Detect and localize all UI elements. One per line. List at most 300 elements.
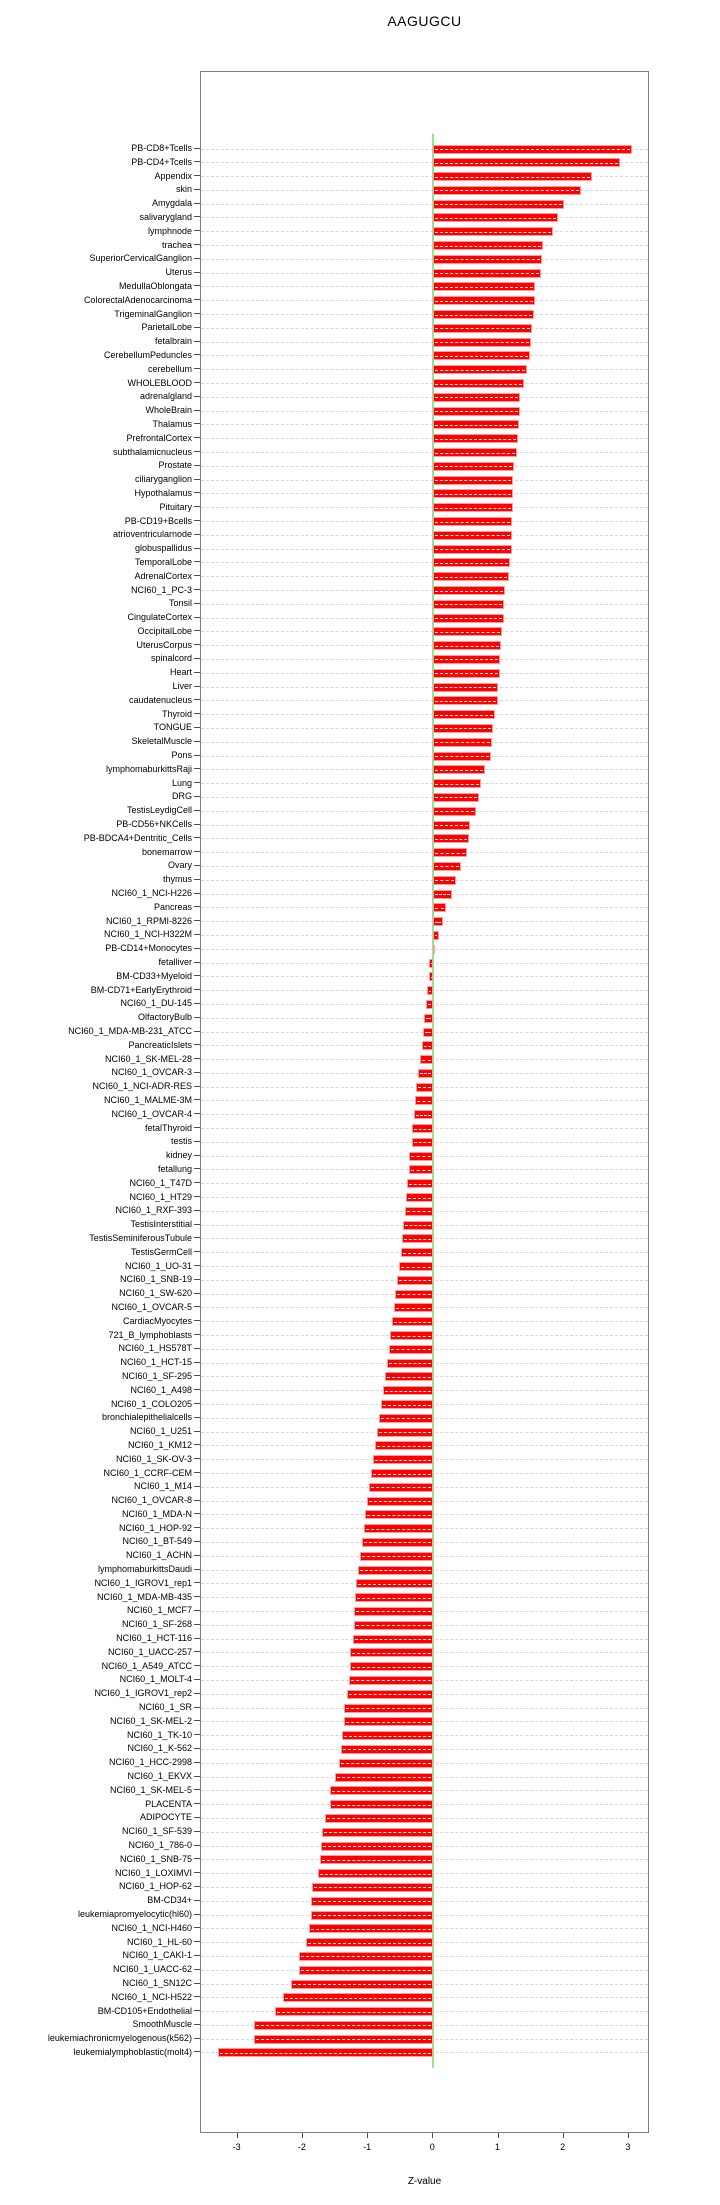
bar-center-dash <box>381 1418 431 1419</box>
bar-center-dash <box>429 991 432 992</box>
bar-PB-CD8+Tcells <box>433 145 632 154</box>
y-axis-tick <box>194 2051 200 2052</box>
y-axis-label: spinalcord <box>150 653 192 664</box>
bar-BM-CD71+EarlyErythroid <box>427 986 434 995</box>
y-axis-tick <box>194 989 200 990</box>
bar-NCI60_1_RXF-393 <box>405 1207 434 1216</box>
x-axis-tick-label: 2 <box>560 2142 566 2152</box>
bar-center-dash <box>435 177 589 178</box>
bar-bronchialepithelialcells <box>379 1414 433 1423</box>
bar-SmoothMuscle <box>254 2021 433 2030</box>
bar-NCI60_1_CCRF-CEM <box>371 1469 433 1478</box>
bar-NCI60_1_HT29 <box>406 1193 433 1202</box>
y-axis-tick <box>194 1279 200 1280</box>
y-axis-tick <box>194 465 200 466</box>
bar-PB-CD14+Monocytes <box>433 945 435 954</box>
bar-center-dash <box>364 1542 432 1543</box>
y-axis-tick <box>194 1251 200 1252</box>
y-axis-tick <box>194 272 200 273</box>
gridline <box>201 590 648 591</box>
bar-NCI60_1_MCF7 <box>354 1607 433 1616</box>
bar-center-dash <box>420 1073 432 1074</box>
y-axis-tick <box>194 2024 200 2025</box>
y-axis-tick <box>194 1224 200 1225</box>
bar-center-dash <box>327 1818 431 1819</box>
gridline <box>201 273 648 274</box>
gridline <box>201 714 648 715</box>
y-axis-tick <box>194 1955 200 1956</box>
bar-center-dash <box>435 646 499 647</box>
gridline <box>201 383 648 384</box>
y-axis-label: Hypothalamus <box>134 487 192 498</box>
bar-721_B_lymphoblasts <box>390 1331 433 1340</box>
bar-center-dash <box>431 963 432 964</box>
y-axis-tick <box>194 1417 200 1418</box>
y-axis-label: NCI60_1_CAKI-1 <box>122 1950 192 1961</box>
bar-center-dash <box>409 1184 431 1185</box>
bar-Pituitary <box>433 503 513 512</box>
bar-NCI60_1_SK-OV-3 <box>373 1455 433 1464</box>
y-axis-tick <box>194 824 200 825</box>
bar-NCI60_1_LOXIMVI <box>318 1869 433 1878</box>
y-axis-label: NCI60_1_HCT-116 <box>116 1633 192 1644</box>
bar-NCI60_1_SK-MEL-28 <box>420 1055 433 1064</box>
gridline <box>201 300 648 301</box>
bar-center-dash <box>435 577 507 578</box>
y-axis-tick <box>194 1003 200 1004</box>
y-axis-tick <box>194 1362 200 1363</box>
bar-center-dash <box>435 301 533 302</box>
bar-center-dash <box>435 204 562 205</box>
bar-Appendix <box>433 172 591 181</box>
y-axis-label: cerebellum <box>147 363 192 374</box>
bar-center-dash <box>435 742 490 743</box>
gridline <box>201 217 648 218</box>
y-axis-label: NCI60_1_MOLT-4 <box>119 1674 192 1685</box>
bar-center-dash <box>341 1763 432 1764</box>
y-axis-tick <box>194 230 200 231</box>
gridline <box>201 963 648 964</box>
gridline <box>201 342 648 343</box>
bar-PB-CD4+Tcells <box>433 158 619 167</box>
bar-center-dash <box>369 1501 431 1502</box>
y-axis-label: lymphnode <box>147 225 192 236</box>
bar-NCI60_1_PC-3 <box>433 586 505 595</box>
bar-Thalamus <box>433 420 518 429</box>
bar-NCI60_1_U251 <box>377 1428 433 1437</box>
y-axis-tick <box>194 837 200 838</box>
bar-center-dash <box>435 218 556 219</box>
bar-center-dash <box>358 1584 431 1585</box>
plot-area <box>200 71 649 2133</box>
y-axis-label: NCI60_1_SK-MEL-2 <box>109 1715 192 1726</box>
y-axis-tick <box>194 810 200 811</box>
y-axis-tick <box>194 216 200 217</box>
bar-center-dash <box>435 784 479 785</box>
y-axis-tick <box>194 1044 200 1045</box>
y-axis-label: NCI60_1_UO-31 <box>124 1260 192 1271</box>
bar-NCI60_1_UO-31 <box>399 1262 434 1271</box>
bar-NCI60_1_MDA-MB-231_ATCC <box>423 1028 433 1037</box>
y-axis-tick <box>194 1817 200 1818</box>
y-axis-label: NCI60_1_MDA-MB-231_ATCC <box>68 1026 192 1036</box>
bar-center-dash <box>422 1060 431 1061</box>
gridline <box>201 921 648 922</box>
gridline <box>201 769 648 770</box>
gridline <box>201 507 648 508</box>
y-axis-tick <box>194 1306 200 1307</box>
y-axis-label: NCI60_1_NCI-H322M <box>103 929 192 940</box>
y-axis-label: TestisSeminiferousTubule <box>89 1232 192 1243</box>
bar-center-dash <box>435 384 522 385</box>
bar-ciliaryganglion <box>433 476 513 485</box>
gridline <box>201 631 648 632</box>
y-axis-tick <box>194 879 200 880</box>
gridline <box>201 369 648 370</box>
y-axis-label: Prostate <box>158 460 192 471</box>
y-axis-tick <box>194 1734 200 1735</box>
bar-AdrenalCortex <box>433 572 509 581</box>
y-axis-label: Pituitary <box>159 501 192 512</box>
y-axis-tick <box>194 920 200 921</box>
y-axis-label: PB-CD4+Tcells <box>131 156 192 167</box>
y-axis-tick <box>194 1886 200 1887</box>
y-axis-tick <box>194 1900 200 1901</box>
y-axis-tick <box>194 451 200 452</box>
y-axis-tick <box>194 1776 200 1777</box>
y-axis-label: SuperiorCervicalGanglion <box>89 253 192 264</box>
bar-NCI60_1_HOP-62 <box>312 1883 433 1892</box>
gridline <box>201 190 648 191</box>
gridline <box>201 825 648 826</box>
bar-center-dash <box>435 894 450 895</box>
bar-center-dash <box>285 1998 431 1999</box>
bar-center-dash <box>256 2039 431 2040</box>
bar-Liver <box>433 683 498 692</box>
bar-center-dash <box>435 632 500 633</box>
gridline <box>201 245 648 246</box>
y-axis-label: NCI60_1_SNB-19 <box>119 1274 192 1285</box>
chart-title: AAGUGCU <box>387 13 462 29</box>
bar-NCI60_1_OVCAR-3 <box>418 1069 434 1078</box>
gridline <box>201 562 648 563</box>
bar-center-dash <box>435 715 493 716</box>
bar-center-dash <box>313 1901 432 1902</box>
bar-PLACENTA <box>330 1800 433 1809</box>
y-axis-tick <box>194 148 200 149</box>
y-axis-label: PB-CD8+Tcells <box>131 143 192 153</box>
y-axis-label: TONGUE <box>153 722 192 733</box>
x-axis-tick-label: -2 <box>297 2142 306 2152</box>
y-axis-label: NCI60_1_A549_ATCC <box>101 1660 192 1671</box>
bar-center-dash <box>435 591 503 592</box>
gridline <box>201 411 648 412</box>
bar-NCI60_1_HCT-15 <box>387 1359 433 1368</box>
y-axis-label: NCI60_1_NCI-H522 <box>111 1991 192 2002</box>
y-axis-label: kidney <box>165 1150 192 1161</box>
bar-NCI60_1_RPMI-8226 <box>433 917 443 926</box>
x-axis-tick <box>498 2133 499 2138</box>
bar-Tonsil <box>433 600 503 609</box>
bar-NCI60_1_M14 <box>369 1483 433 1492</box>
y-axis-label: Pons <box>171 750 192 761</box>
y-axis-label: NCI60_1_U251 <box>129 1426 192 1437</box>
y-axis-label: NCI60_1_OVCAR-5 <box>111 1301 192 1312</box>
y-axis-label: NCI60_1_UACC-62 <box>112 1964 192 1975</box>
bar-BM-CD34+ <box>311 1897 434 1906</box>
y-axis-label: Liver <box>172 681 192 692</box>
y-axis-tick <box>194 1789 200 1790</box>
y-axis-tick <box>194 975 200 976</box>
gridline <box>201 783 648 784</box>
y-axis-label: NCI60_1_RPMI-8226 <box>105 915 192 926</box>
bar-center-dash <box>411 1170 432 1171</box>
y-axis-label: ciliaryganglion <box>134 474 192 485</box>
bar-center-dash <box>435 825 468 826</box>
y-axis-tick <box>194 1072 200 1073</box>
bar-center-dash <box>408 1198 431 1199</box>
bar-fetallung <box>409 1165 434 1174</box>
gridline <box>201 424 648 425</box>
gridline <box>201 852 648 853</box>
y-axis-tick <box>194 1693 200 1694</box>
bar-Pancreas <box>433 903 445 912</box>
bar-center-dash <box>435 425 516 426</box>
bar-TestisSeminiferousTubule <box>402 1234 433 1243</box>
y-axis-tick <box>194 699 200 700</box>
bar-TestisLeydigCell <box>433 807 476 816</box>
gridline <box>201 493 648 494</box>
bar-center-dash <box>435 342 529 343</box>
y-axis-label: NCI60_1_HCC-2998 <box>108 1757 192 1768</box>
bar-WholeBrain <box>433 407 520 416</box>
bar-center-dash <box>435 163 617 164</box>
bar-NCI60_1_SR <box>344 1704 433 1713</box>
y-axis-label: NCI60_1_SN12C <box>122 1978 192 1988</box>
y-axis-label: leukemialymphoblastic(molt4) <box>73 2046 192 2057</box>
gridline <box>201 549 648 550</box>
bar-center-dash <box>425 1032 431 1033</box>
y-axis-tick <box>194 741 200 742</box>
y-axis-tick <box>194 1458 200 1459</box>
y-axis-tick <box>194 1541 200 1542</box>
gridline <box>201 314 648 315</box>
gridline <box>201 397 648 398</box>
bar-NCI60_1_COLO205 <box>381 1400 433 1409</box>
bar-center-dash <box>418 1087 431 1088</box>
y-axis-tick <box>194 1845 200 1846</box>
bar-Pons <box>433 752 491 761</box>
bar-center-dash <box>435 287 533 288</box>
y-axis-label: PancreaticIslets <box>128 1039 192 1050</box>
bar-center-dash <box>435 397 518 398</box>
bar-center-dash <box>435 811 474 812</box>
y-axis-label: atrioventricularnode <box>112 529 192 540</box>
y-axis-label: WholeBrain <box>145 405 192 416</box>
bar-NCI60_1_MOLT-4 <box>349 1676 433 1685</box>
gridline <box>201 907 648 908</box>
bar-center-dash <box>399 1280 431 1281</box>
y-axis-tick <box>194 1375 200 1376</box>
y-axis-tick <box>194 492 200 493</box>
bar-center-dash <box>435 190 578 191</box>
bar-globuspallidus <box>433 545 511 554</box>
x-axis-tick-label: 3 <box>625 2142 631 2152</box>
y-axis-label: NCI60_1_RXF-393 <box>115 1205 192 1216</box>
y-axis-tick <box>194 506 200 507</box>
y-axis-label: globuspallidus <box>134 543 192 554</box>
y-axis-tick <box>194 368 200 369</box>
bar-center-dash <box>356 1625 432 1626</box>
bar-center-dash <box>337 1777 431 1778</box>
y-axis-label: Appendix <box>154 170 192 181</box>
bar-NCI60_1_SF-268 <box>354 1621 434 1630</box>
y-axis-label: NCI60_1_BT-549 <box>122 1536 192 1547</box>
bar-Hypothalamus <box>433 489 513 498</box>
bar-center-dash <box>313 1915 432 1916</box>
bar-NCI60_1_HCT-116 <box>353 1635 433 1644</box>
y-axis-tick <box>194 437 200 438</box>
y-axis-tick <box>194 1086 200 1087</box>
gridline <box>201 866 648 867</box>
y-axis-label: NCI60_1_HOP-62 <box>118 1881 192 1892</box>
bar-CerebellumPeduncles <box>433 351 529 360</box>
bar-SkeletalMuscle <box>433 738 492 747</box>
bar-spinalcord <box>433 655 500 664</box>
y-axis-label: NCI60_1_T47D <box>129 1177 192 1188</box>
y-axis-label: NCI60_1_HOP-92 <box>118 1522 192 1533</box>
y-axis-tick <box>194 382 200 383</box>
bar-leukemiachronicmyelogenous(k562) <box>254 2035 433 2044</box>
bar-NCI60_1_A549_ATCC <box>350 1662 433 1671</box>
y-axis-label: Uterus <box>165 267 192 278</box>
bar-center-dash <box>362 1556 431 1557</box>
bar-DRG <box>433 793 479 802</box>
y-axis-tick <box>194 1058 200 1059</box>
y-axis-tick <box>194 1527 200 1528</box>
bar-NCI60_1_ACHN <box>360 1552 433 1561</box>
gridline <box>201 286 648 287</box>
y-axis-label: TemporalLobe <box>134 556 192 567</box>
bar-center-dash <box>435 797 477 798</box>
y-axis-label: PB-CD14+Monocytes <box>105 943 192 954</box>
y-axis-tick <box>194 258 200 259</box>
gridline <box>201 466 648 467</box>
bar-center-dash <box>435 866 458 867</box>
y-axis-label: NCI60_1_NCI-H226 <box>111 888 192 899</box>
x-axis-tick <box>367 2133 368 2138</box>
bar-center-dash <box>220 2053 431 2054</box>
bar-SuperiorCervicalGanglion <box>433 255 541 264</box>
y-axis-tick <box>194 1569 200 1570</box>
y-axis-tick <box>194 934 200 935</box>
y-axis-label: fetalThyroid <box>144 1122 192 1133</box>
bar-center-dash <box>407 1211 432 1212</box>
y-axis-label: DRG <box>172 791 192 802</box>
bar-center-dash <box>435 466 512 467</box>
y-axis-tick <box>194 1996 200 1997</box>
y-axis-tick <box>194 1031 200 1032</box>
gridline <box>201 452 648 453</box>
y-axis-tick <box>194 354 200 355</box>
bar-NCI60_1_TK-10 <box>342 1731 433 1740</box>
y-axis-tick <box>194 1638 200 1639</box>
y-axis-tick <box>194 1334 200 1335</box>
bar-center-dash <box>371 1487 431 1488</box>
bar-NCI60_1_IGROV1_rep2 <box>347 1690 434 1699</box>
bar-center-dash <box>435 549 509 550</box>
y-axis-tick <box>194 644 200 645</box>
bar-caudatenucleus <box>433 696 498 705</box>
bar-center-dash <box>277 2012 431 2013</box>
y-axis-tick <box>194 906 200 907</box>
bar-center-dash <box>435 673 498 674</box>
bar-center-dash <box>352 1653 431 1654</box>
y-axis-label: NCI60_1_HL-60 <box>126 1936 192 1947</box>
bar-fetalThyroid <box>412 1124 433 1133</box>
bar-OccipitalLobe <box>433 627 502 636</box>
y-axis-tick <box>194 423 200 424</box>
y-axis-label: WHOLEBLOOD <box>127 377 192 388</box>
y-axis-tick <box>194 1665 200 1666</box>
bar-NCI60_1_HS578T <box>389 1345 433 1354</box>
bar-center-dash <box>435 935 437 936</box>
bar-center-dash <box>435 522 510 523</box>
bar-center-dash <box>367 1515 431 1516</box>
y-axis-tick <box>194 161 200 162</box>
y-axis-label: OccipitalLobe <box>137 625 192 636</box>
gridline <box>201 259 648 260</box>
bar-trachea <box>433 241 543 250</box>
bar-NCI60_1_OVCAR-5 <box>394 1303 433 1312</box>
bar-atrioventricularnode <box>433 531 511 540</box>
y-axis-label: NCI60_1_COLO205 <box>110 1398 192 1409</box>
y-axis-label: NCI60_1_DU-145 <box>120 998 192 1009</box>
y-axis-label: NCI60_1_SR <box>138 1702 192 1713</box>
y-axis-tick <box>194 203 200 204</box>
bar-Prostate <box>433 462 514 471</box>
y-axis-tick <box>194 520 200 521</box>
y-axis-label: NCI60_1_MALME-3M <box>103 1094 192 1105</box>
bar-center-dash <box>435 535 509 536</box>
y-axis-tick <box>194 313 200 314</box>
y-axis-label: OlfactoryBulb <box>137 1012 192 1023</box>
bar-skin <box>433 186 580 195</box>
bar-center-dash <box>435 604 501 605</box>
y-axis-tick <box>194 1831 200 1832</box>
bar-center-dash <box>435 687 496 688</box>
bar-center-dash <box>311 1929 431 1930</box>
y-axis-tick <box>194 1914 200 1915</box>
y-axis-tick <box>194 1748 200 1749</box>
bar-center-dash <box>435 246 541 247</box>
y-axis-label: NCI60_1_IGROV1_rep2 <box>94 1688 192 1699</box>
bar-center-dash <box>332 1805 431 1806</box>
y-axis-label: NCI60_1_ACHN <box>125 1550 192 1561</box>
bar-center-dash <box>401 1267 432 1268</box>
y-axis-label: NCI60_1_CCRF-CEM <box>103 1467 192 1478</box>
y-axis-tick <box>194 603 200 604</box>
gridline <box>201 328 648 329</box>
bar-NCI60_1_UACC-62 <box>299 1966 433 1975</box>
bar-kidney <box>409 1152 433 1161</box>
bar-Amygdala <box>433 200 564 209</box>
y-axis-label: NCI60_1_HCT-15 <box>120 1357 192 1368</box>
bar-testis <box>412 1138 434 1147</box>
bar-WHOLEBLOOD <box>433 379 524 388</box>
bar-PB-CD19+Bcells <box>433 517 512 526</box>
bar-NCI60_1_NCI-H522 <box>283 1993 433 2002</box>
